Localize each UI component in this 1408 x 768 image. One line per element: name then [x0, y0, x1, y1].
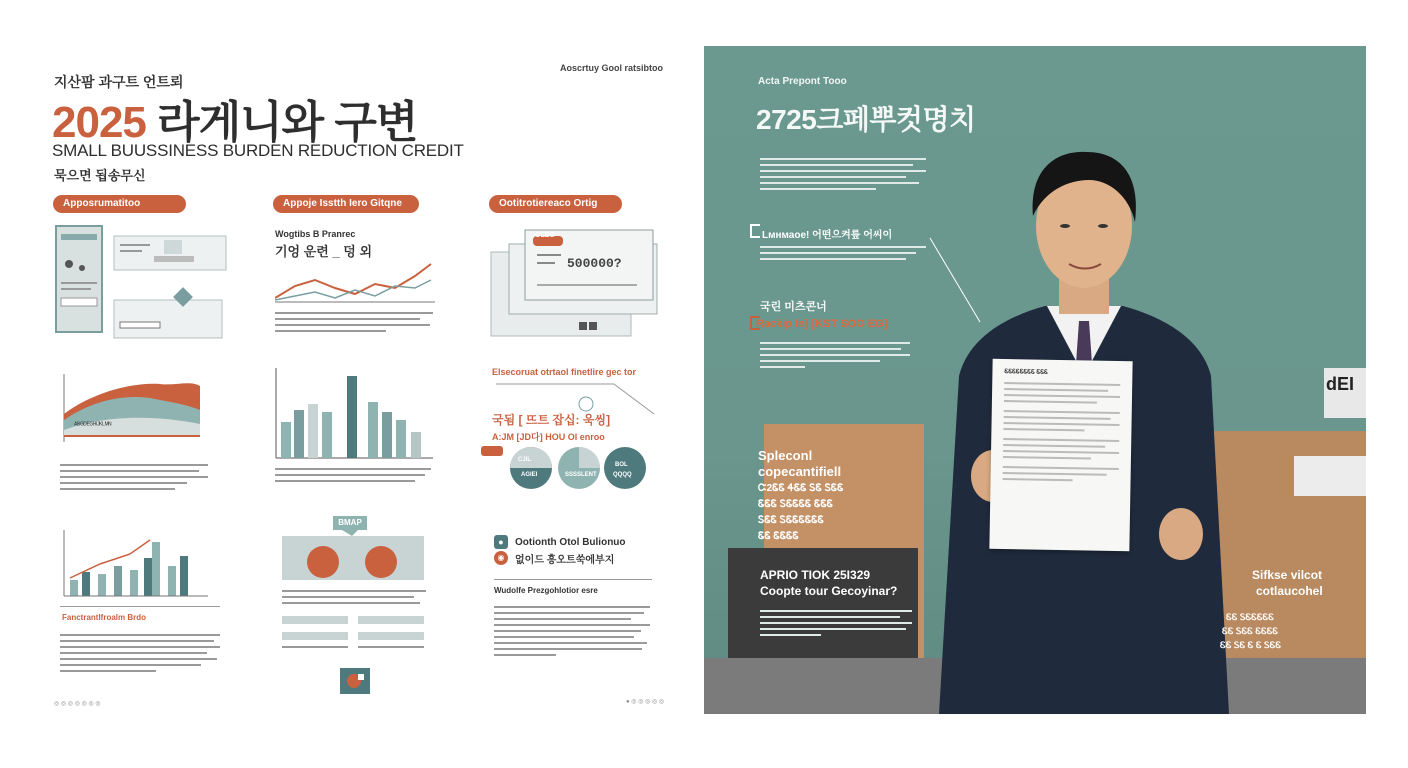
donut-label-2: SSSSLENT: [565, 472, 597, 478]
callout-1: Lмнмаое! 어떤으켜릎 어씨이: [762, 230, 893, 241]
section-pill-3: Ootitrotiereaco Ortig: [489, 195, 622, 213]
apply-title-2: Coopte tour Gecoyinar?: [760, 584, 898, 598]
process-sub: A:JM [JD다] HOU Ol enroo: [492, 432, 605, 442]
right-col-row-1: ᏋᏋ ᏚᏋᏋᏋᏋᏋ: [1226, 612, 1274, 622]
donut-center-1: CJIL: [518, 457, 532, 463]
left-mid-row-2: ᏋᏋᏋ ᏚᏋᏋᏋᏋ ᏋᏋᏋ: [758, 499, 833, 510]
right-kicker: Acta Prepont Tooo: [758, 76, 847, 87]
comparison-body: [282, 586, 426, 607]
footer-left: ◎ ◎ ◎ ◎ ◎ ◎ ◎: [54, 701, 101, 707]
headline-year: 2025: [52, 98, 146, 147]
area-chart: [60, 374, 206, 446]
divider: [60, 606, 220, 607]
divider: [494, 579, 652, 580]
form-amount: 500000?: [567, 256, 622, 271]
section-pill-2: Appoje Isstth Iero Gitqne: [273, 195, 419, 213]
donut-label-3: QQQQ: [613, 472, 632, 478]
info-icon: ●: [494, 535, 508, 549]
line-chart: [275, 258, 435, 306]
donut-center-3: BOL: [615, 462, 628, 468]
document-form-illustration: [54, 224, 229, 342]
callout-3-highlight: Rackip ln] [KST SOO EG]: [756, 318, 888, 330]
contact-line-1: Ootionth Otol Bulionuo: [515, 537, 626, 548]
right-col-row-3: ᏋᏋ ᏚᏋ Ꮛ Ꮛ ᏚᏋᏋ: [1220, 640, 1282, 650]
footer-right: ● ◎ ◎ ◎ ◎ ◎: [626, 699, 665, 705]
process-title: Elsecoruat otrtaol finetlire gec tor: [492, 367, 637, 377]
growth-card-title-en: Wogtibs B Pranrec: [275, 229, 356, 239]
growth-card-body: [275, 308, 433, 335]
comparison-label: BMAP: [333, 516, 367, 530]
held-document: [989, 359, 1132, 551]
callout-pointer: [928, 236, 984, 326]
growth-card-title-kr: 기엉 운련 _ 덩 외: [275, 244, 373, 259]
callout-3-body: [760, 338, 910, 371]
comparison-table: [282, 616, 426, 656]
process-kr: 국됨 [ 뜨트 잡십: 욱씽]: [492, 413, 611, 427]
right-col-row-2: ᏋᏋ ᏚᏋᏋ ᏋᏋᏋᏋ: [1222, 626, 1279, 636]
donut-group: [480, 442, 650, 494]
right-intro-body: [760, 154, 926, 193]
area-chart-caption: ᴬᴮᴳᴰᴱᴳᴴᴵᴶᴷᴸᴹᴺ: [74, 422, 112, 429]
left-mid-row-1: Ꮸ2ᏋᏋ ᏎᏋᏋ ᏚᏋ ᏚᏋᏋ: [758, 483, 844, 494]
contact-line-2: 없이드 흥오트쑥에부지: [515, 555, 615, 566]
right-headline: 2725크페뿌컷명치: [756, 104, 976, 135]
left-mid-title-1: Spleconl: [758, 448, 813, 463]
left-mid-row-3: ᏚᏋᏋ ᏚᏋᏋᏋᏋᏋᏋ: [758, 515, 824, 526]
apply-title-1: APRIO TIOK 25I329: [760, 568, 871, 582]
combo-chart-body: [60, 630, 220, 675]
section-pill-1: Apposrumatitoo: [53, 195, 186, 213]
donut-label-1: AGIEI: [521, 472, 538, 478]
fine-print-body: [494, 602, 650, 659]
left-mid-row-4: ᏋᏋ ᏋᏋᏋᏋ: [758, 531, 799, 542]
callout-2: 국린 미츠콘너: [760, 301, 827, 313]
small-bar-caption: Fanctrantlfroalm Brdo: [62, 613, 147, 622]
bracket-marker: [750, 224, 760, 238]
area-chart-body: [60, 460, 208, 493]
form-tag: OLEG: [535, 232, 555, 239]
left-mid-title-2: copecantifiell: [758, 464, 842, 479]
callout-1-body: [760, 242, 926, 263]
wall-sign: dEI: [1324, 368, 1366, 418]
headline-title: 라게니와 구변: [157, 98, 418, 147]
kicker-text: 지산팜 과구트 언트뢰: [54, 74, 184, 90]
paper-title: ᏋᏋᏋᏋᏋᏋᏋᏋ ᏋᏋᏋ: [1004, 369, 1048, 376]
top-right-label: Aoscrtuy Gool ratsibtoo: [560, 63, 664, 73]
tax-form-stack: [489, 222, 659, 340]
bar-chart-body: [275, 464, 431, 485]
desk-monitor: [728, 548, 918, 658]
right-page-photo: [704, 46, 1366, 714]
comparison-illustration: [282, 530, 426, 582]
bar-chart: [275, 368, 435, 460]
process-line: [494, 376, 660, 416]
combo-bar-chart: [60, 530, 210, 600]
mini-photo: [340, 668, 370, 694]
apply-body: [760, 606, 912, 639]
right-col-title-2: cotlaucohel: [1256, 584, 1323, 598]
tagline: 묵으면 됩송무신: [54, 168, 146, 183]
subtitle: SMALL BUUSSINESS BURDEN REDUCTION CREDIT: [52, 141, 464, 160]
phone-icon: ◉: [494, 551, 508, 565]
paper-stack: [1294, 456, 1366, 496]
fine-print-heading: Wudolfe Prezgohlotior esre: [494, 586, 598, 595]
left-page: [0, 0, 700, 768]
right-col-title-1: Sifkse vilcot: [1252, 568, 1323, 582]
